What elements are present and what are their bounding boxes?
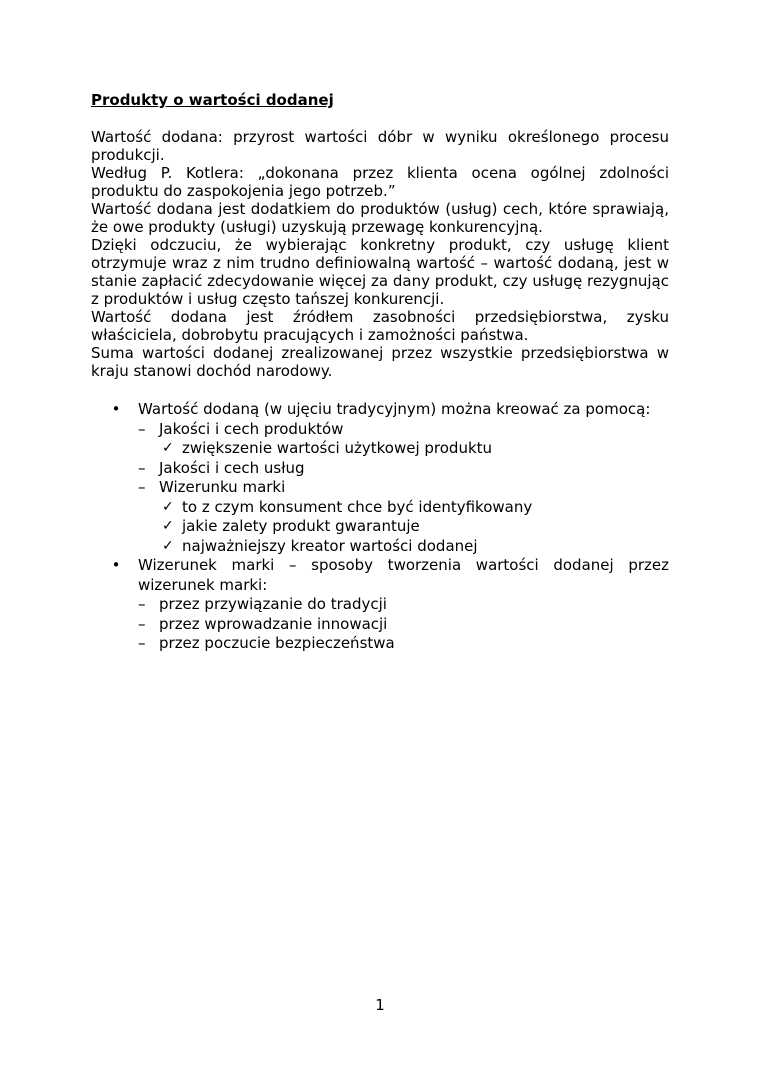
check-list-item xyxy=(159,439,669,459)
paragraph-source: Wartość dodana jest źródłem zasobności przedsiębiorstwa, zysku właściciela, dobrobytu pracujących i zamożności państwa. xyxy=(91,308,669,344)
checkmark-icon: ✓ xyxy=(162,537,174,554)
dash-icon: – xyxy=(138,478,146,496)
checkmark-icon: ✓ xyxy=(162,518,174,534)
checkmark-icon: ✓ xyxy=(162,440,174,456)
document-body xyxy=(91,90,669,654)
check-list-item xyxy=(159,498,669,518)
checkmark-icon: ✓ xyxy=(162,498,174,515)
bullet-dot-icon: • xyxy=(111,400,121,418)
check-list-item-text: jakie zalety produkt gwarantuje xyxy=(182,517,420,535)
check-list xyxy=(159,498,669,557)
dash-icon: – xyxy=(138,614,146,633)
dash-icon: – xyxy=(138,634,146,652)
paragraph-addition: Wartość dodana jest dodatkiem do produktów (usług) cech, które sprawiają, że owe produkty (usługi) uzyskują przewagę konkurencyjną. xyxy=(91,200,669,236)
dash-icon: – xyxy=(138,419,146,438)
check-list xyxy=(159,439,669,459)
list-item-text: Wartość dodaną (w ujęciu tradycyjnym) można kreować za pomocą: xyxy=(138,400,651,418)
sub-list-item xyxy=(138,420,669,459)
paragraph-national-income: Suma wartości dodanej zrealizowanej przez wszystkie przedsiębiorstwa w kraju stanowi dochód narodowy. xyxy=(91,344,669,380)
check-list-item xyxy=(159,517,669,537)
check-list-item-text: najważniejszy kreator wartości dodanej xyxy=(182,536,478,555)
sub-list-item xyxy=(138,459,669,479)
sub-list-item xyxy=(138,615,669,635)
check-list-item-text: to z czym konsument chce być identyfikowany xyxy=(182,497,533,516)
sub-list-item-text: przez przywiązanie do tradycji xyxy=(159,595,387,613)
paragraph-perception: Dzięki odczuciu, że wybierając konkretny produkt, czy usługę klient otrzymuje wraz z nim trudno definiowalną wartość – wartość dodaną, jest w stanie zapłacić zdecydowanie więcej za dany produkt, czy usługę rezygnując z produktów i usług często tańszej konkurencji. xyxy=(91,236,669,308)
sub-list-item-text: przez wprowadzanie innowacji xyxy=(159,614,388,633)
bullet-dot-icon: • xyxy=(111,556,121,574)
bullet-list xyxy=(91,400,669,654)
sub-list xyxy=(138,595,669,654)
check-list-item xyxy=(159,537,669,557)
list-item xyxy=(91,556,669,654)
list-item xyxy=(91,400,669,556)
sub-list-item-text: Jakości i cech usług xyxy=(159,458,305,477)
dash-icon: – xyxy=(138,595,146,613)
page-number: 1 xyxy=(375,996,385,1014)
sub-list-item-text: Jakości i cech produktów xyxy=(159,419,344,438)
paragraph-definition: Wartość dodana: przyrost wartości dóbr w wyniku określonego procesu produkcji. xyxy=(91,128,669,164)
paragraph-kotler: Według P. Kotlera: „dokonana przez klienta ocena ogólnej zdolności produktu do zaspokojenia jego potrzeb.” xyxy=(91,164,669,200)
sub-list xyxy=(138,420,669,557)
sub-list-item xyxy=(138,478,669,556)
list-item-text: Wizerunek marki – sposoby tworzenia wartości dodanej przez wizerunek marki: xyxy=(138,556,669,594)
document-title: Produkty o wartości dodanej xyxy=(91,91,334,109)
sub-list-item xyxy=(138,634,669,654)
sub-list-item-text: Wizerunku marki xyxy=(159,478,286,496)
dash-icon: – xyxy=(138,458,146,477)
sub-list-item xyxy=(138,595,669,615)
check-list-item-text: zwiększenie wartości użytkowej produktu xyxy=(182,439,493,457)
sub-list-item-text: przez poczucie bezpieczeństwa xyxy=(159,634,395,652)
spacer xyxy=(91,380,669,400)
